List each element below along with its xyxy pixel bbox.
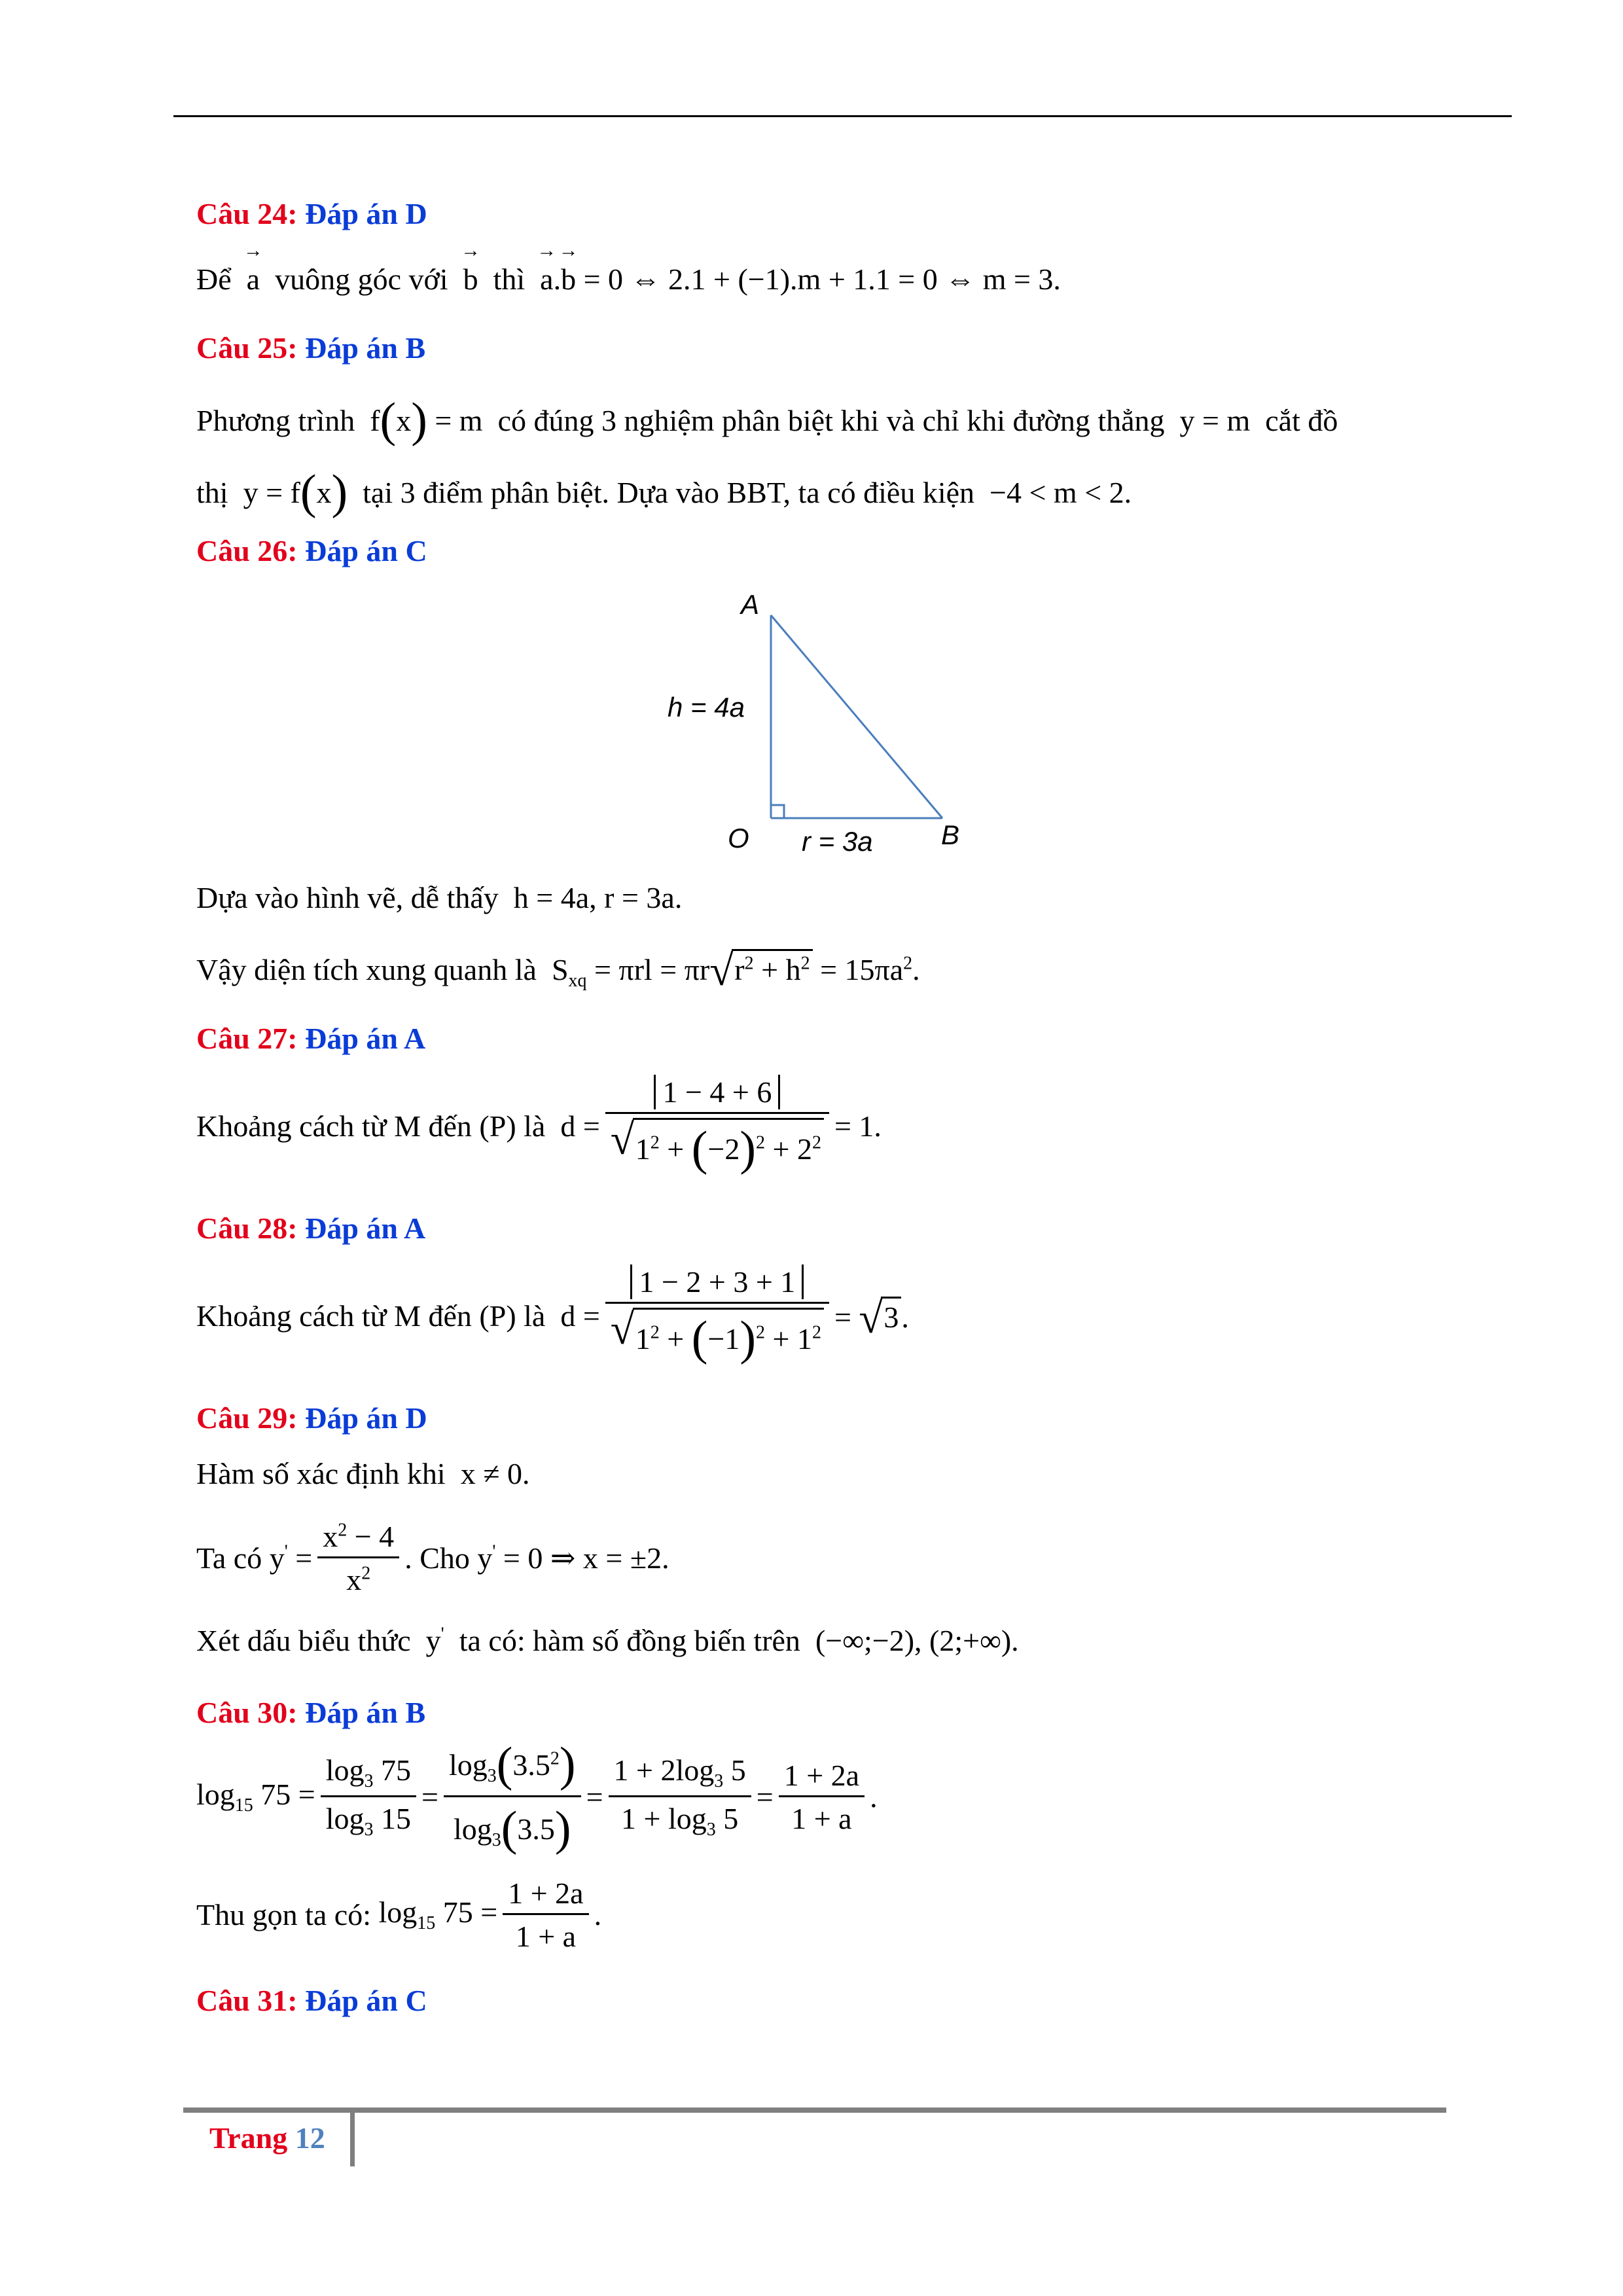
label-O: O [728,823,749,853]
q27-fraction: 1 − 4 + 6 √ $1^2 + (-2)^2 + 2^2$ [605,1075,829,1177]
q25-line1: Phương trình f(x) = m có đúng 3 nghiệm phân biệt khi và chỉ khi đường thẳng y = m cắt đồ [196,393,1338,447]
q26-line1: Dựa vào hình vẽ, dễ thấy h = 4a, r = 3a. [196,881,683,914]
q27-heading: Câu 27: Đáp án A [196,1022,426,1055]
q30-heading: Câu 30: Đáp án B [196,1696,426,1729]
footer-rule [183,2108,1446,2113]
q29-heading: Câu 29: Đáp án D [196,1401,427,1435]
label-h: h = 4a [668,692,745,723]
q26-heading: Câu 26: Đáp án C [196,534,427,567]
q27-line: Khoảng cách từ M đến (P) là d = 1 − 4 + 6 √ $1^2 + (-2)^2 + 2^2$ = 1. [196,1075,882,1175]
footer-divider [350,2108,355,2166]
q29-line2: Ta có y' = $\frac{x^2 - 4}{x^2}$ . Cho y' = 0 ⇒ x = ±2. [196,1519,669,1596]
q24-heading: Câu 24: Đáp án D [196,197,427,230]
page-number: Trang 12 [209,2121,325,2155]
q24-text: Để → a vuông góc với → b thì → a.→ b = 0 ⇔ 2.1 + (−1).m + 1.1 = 0 ⇔ m = 3. [196,262,1061,296]
label-B: B [941,819,960,850]
q30-formula: $\log_{15} 75$ = $\frac{\log_3 75}{\log_3 15}$ = $\frac{\log_3(3.5^2)}{\log_3(3.5)}$ = $\frac{1 + 2\log_3 5}{1 + \log_3 5}$ = $\frac{1 + 2a}{1 + a}$ . [196,1737,878,1856]
q25-line2: thị y = f(x) tại 3 điểm phân biệt. Dựa vào BBT, ta có điều kiện −4 < m < 2. [196,465,1132,519]
label-r: r = 3a [802,826,873,857]
q25-heading: Câu 25: Đáp án B [196,331,426,365]
q29-line1: Hàm số xác định khi x ≠ 0. [196,1457,530,1490]
q26-line2: Vậy diện tích xung quanh là $S_{xq} = \pi rl = \pi r$ √ $r^2 + h^2 = 15\pi a^2$. [196,947,920,995]
q28-line: Khoảng cách từ M đến (P) là d = 1 − 2 + 3 + 1 √ $1^2 + (-1)^2 + 1^2$ = √ 3. [196,1265,909,1365]
q31-heading: Câu 31: Đáp án C [196,1984,427,2017]
q28-fraction: 1 − 2 + 3 + 1 √ $1^2 + (-1)^2 + 1^2$ [605,1265,829,1367]
right-angle-mark [771,805,784,818]
label-A: A [741,589,760,620]
q29-line3: Xét dấu biểu thức y' ta có: hàm số đồng biến trên (−∞;−2), (2;+∞). [196,1624,1019,1657]
header-rule [173,115,1512,117]
edge-AB [771,615,942,818]
triangle-figure [654,583,995,870]
q28-heading: Câu 28: Đáp án A [196,1211,426,1245]
q30-conclusion: Thu gọn ta có: $\log_{15} 75$ = $\frac{1 + 2a}{1 + a}$ . [196,1876,602,1953]
